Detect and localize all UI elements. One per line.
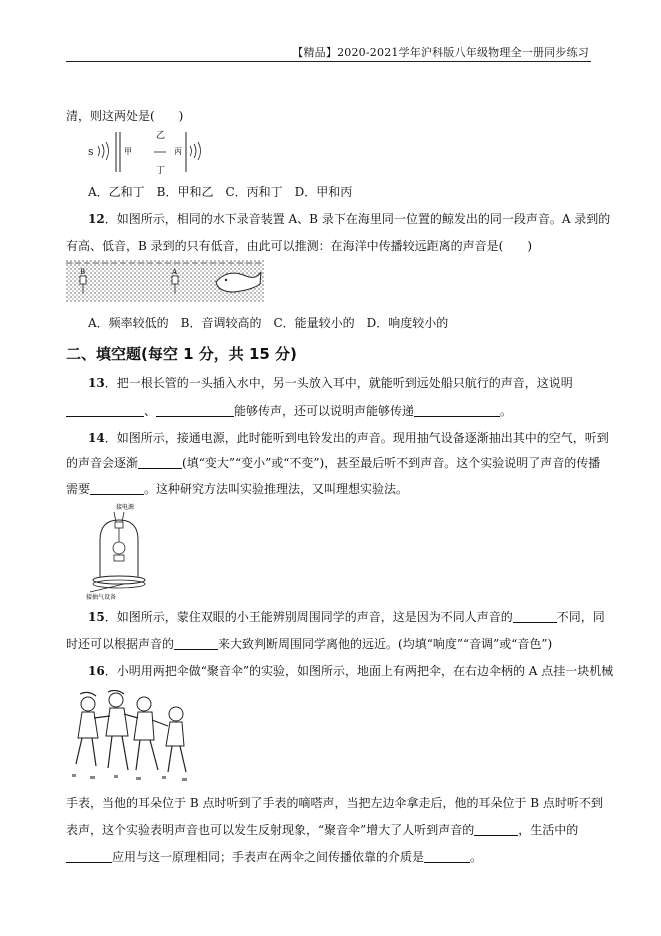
q16-line4	[66, 849, 482, 865]
child-hair	[80, 692, 96, 696]
q13-end: 。	[500, 404, 513, 418]
wave-arc	[190, 146, 192, 156]
q15-line1-end: 不同，同	[556, 610, 605, 624]
ground-mark	[136, 777, 141, 780]
section-fill-in-title: 二、填空题(每空 1 分，共 15 分)	[66, 345, 297, 363]
q14-bell-jar-figure	[84, 500, 154, 600]
q12-line2: 有高、低音，B 录到的只有低音，由此可以推测：在海洋中传播较远距离的声音是( )	[66, 239, 532, 253]
q14-line1-text: ．如图所示，接通电源，此时能听到电铃发出的声音。现用抽气设备逐渐抽出其中的空气，听到	[104, 431, 609, 445]
child-body	[134, 712, 154, 740]
q11-yi-label: 乙	[156, 131, 166, 141]
q16-line3	[66, 822, 578, 838]
q14-number: 14	[88, 431, 105, 445]
wave-arc	[98, 146, 100, 156]
q12-b-label: B	[80, 268, 86, 276]
recorder-b	[80, 276, 86, 284]
electric-bell-icon	[113, 542, 125, 554]
q16-number: 16	[88, 664, 105, 678]
q13-line2-text: 能够传声，还可以说明声能够传递	[234, 404, 415, 418]
child-head	[137, 697, 151, 711]
q14-line1	[88, 430, 609, 446]
q14-line2	[66, 455, 600, 471]
q16-line3-text: 表声，这个实验表明声音也可以发生反射现象，“聚音伞”增大了人听到声音的	[66, 823, 475, 837]
child-leg	[76, 738, 82, 764]
child-leg	[92, 738, 96, 766]
child-leg	[150, 740, 158, 770]
child-head	[109, 693, 123, 707]
q15-line2-text: 来大致判断周围同学离他的远近。(均填“响度”“音调”或“音色”)	[218, 637, 553, 651]
q16-line1	[88, 663, 613, 679]
whale-eye	[225, 279, 227, 281]
q14-line2-text: (填“变大”“变小”或“不变”)，甚至最后听不到声音。这个实验说明了声音的传播	[182, 456, 601, 470]
q15-number: 15	[88, 610, 105, 624]
child-leg	[136, 740, 140, 770]
q14-line3-text: 。这种研究方法叫实验推理法，又叫理想实验法。	[144, 482, 409, 496]
wave-arc	[194, 144, 196, 158]
ground-mark	[162, 776, 166, 779]
q11-bing-label: 丙	[174, 147, 182, 156]
wave-arc	[198, 142, 201, 160]
child-body	[106, 708, 128, 736]
q13-blank-1[interactable]	[66, 404, 144, 417]
child-leg	[180, 746, 186, 772]
q12-ocean-figure	[66, 260, 264, 302]
child-body	[78, 712, 98, 738]
recorder-a	[172, 276, 178, 284]
q16-line3-end: ，生活中的	[518, 823, 579, 837]
q16-line4-text: 应用与这一原理相同；手表声在两伞之间传播依靠的介质是	[112, 850, 425, 864]
header-rule	[66, 61, 591, 62]
q14-line3-prefix: 需要	[66, 482, 91, 496]
q11-figure	[86, 128, 216, 176]
q15-line1-text: ．如图所示，蒙住双眼的小王能辨别周围同学的声音，这是因为不同人声音的	[104, 610, 513, 624]
wave-arc	[106, 142, 109, 160]
q16-line1-text: ．小明用两把伞做“聚音伞”的实验，如图所示，地面上有两把伞，在右边伞柄的 A 点挂一块机械	[104, 664, 614, 678]
q16-blank-1[interactable]	[474, 823, 518, 836]
q16-line4-end: 。	[470, 850, 483, 864]
q11-ding-label: 丁	[156, 166, 166, 176]
q16-blank-3[interactable]	[424, 850, 470, 863]
jar-stopper	[115, 522, 123, 528]
q14-line3	[66, 481, 408, 497]
q15-line2	[66, 636, 552, 652]
wave-arc	[102, 144, 104, 158]
q12-number: 12	[88, 212, 105, 226]
ground-mark	[182, 778, 187, 781]
q11-source-label: S	[88, 148, 94, 157]
q13-line2	[66, 403, 512, 419]
q15-line2-prefix: 时还可以根据声音的	[66, 637, 175, 651]
ground-mark	[72, 774, 76, 777]
bell-body	[114, 555, 124, 561]
q14-blank-1[interactable]	[138, 456, 182, 469]
q16-children-figure	[70, 690, 194, 782]
q15-blank-1[interactable]	[513, 610, 557, 623]
ground-mark	[114, 775, 118, 778]
q12-options: A．频率较低的 B．音调较高的 C．能量较小的 D．响度较小的	[88, 316, 449, 330]
q15-line1	[88, 609, 605, 625]
q11-stem-tail: 清，则这两处是( )	[66, 109, 184, 123]
q14-power-label: 接电源	[116, 504, 135, 511]
page-header: 【精品】2020-2021学年沪科版八年级物理全一册同步练习	[292, 46, 589, 59]
child-head	[81, 697, 95, 711]
child-leg	[168, 746, 172, 772]
q12-line1-text: ．如图所示，相同的水下录音装置 A、B 录下在海里同一位置的鲸发出的同一段声音。A 录到的	[104, 212, 611, 226]
child-arm	[124, 714, 138, 718]
q14-blank-2[interactable]	[90, 482, 144, 495]
q16-blank-2[interactable]	[66, 850, 112, 863]
child-arm	[152, 720, 168, 726]
child-leg	[122, 736, 128, 770]
q11-jia-label: 甲	[124, 147, 132, 156]
q13-separator: 、	[144, 404, 157, 418]
q13-line1-text: ．把一根长管的一头插入水中，另一头放入耳中，就能听到远处船只航行的声音，这说明	[104, 376, 573, 390]
q13-line1	[88, 375, 573, 391]
q12-a-label: A	[172, 268, 178, 276]
child-body	[166, 722, 184, 746]
child-arm	[94, 716, 110, 718]
q13-blank-2[interactable]	[156, 404, 234, 417]
child-head	[169, 707, 183, 721]
q12-line1	[88, 211, 610, 227]
q14-pump-label: 接抽气设备	[86, 594, 117, 600]
q13-blank-3[interactable]	[414, 404, 500, 417]
child-leg	[108, 736, 112, 768]
q13-number: 13	[88, 376, 105, 390]
q16-line2: 手表，当他的耳朵位于 B 点时听到了手表的嘀嗒声，当把左边伞拿走后，他的耳朵位于 B 点时听不到	[66, 796, 603, 810]
q11-options: A．乙和丁 B．甲和乙 C．丙和丁 D．甲和丙	[88, 185, 353, 199]
ground-mark	[90, 776, 95, 779]
q15-blank-2[interactable]	[174, 637, 218, 650]
q14-line2-prefix: 的声音会逐渐	[66, 456, 139, 470]
